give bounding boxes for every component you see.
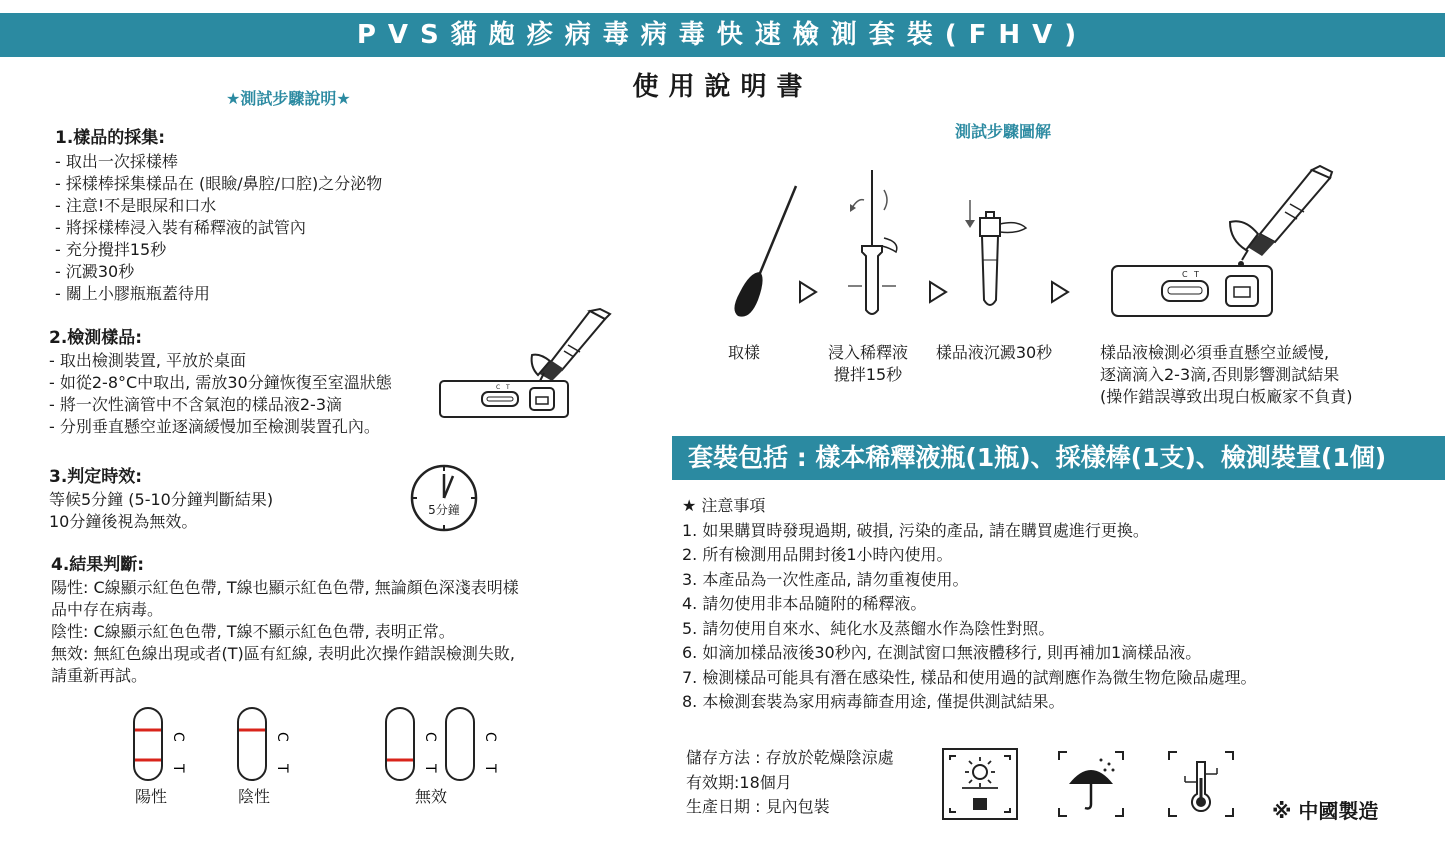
keep-away-from-sunlight-icon <box>942 748 1018 820</box>
strip-outline <box>386 708 414 780</box>
note-item: 6. 如滴加樣品液後30秒內, 在測試窗口無液體移行, 則再補加1滴樣品液。 <box>682 643 1202 662</box>
text-line: - 取出一次採樣棒 <box>55 152 178 171</box>
settling-tube-icon <box>965 200 1026 305</box>
result-strip <box>386 708 438 780</box>
text-line: - 沉澱30秒 <box>55 262 135 281</box>
section-timing <box>49 462 273 533</box>
dropper-device-illustration <box>440 305 615 420</box>
section-sample-collection <box>55 123 382 305</box>
step-caption-sampling: 取樣 <box>727 343 760 362</box>
strip-mark: C <box>274 732 290 742</box>
notes-section <box>682 494 1257 715</box>
timer-icon <box>408 462 480 534</box>
arrow-icon <box>800 282 816 302</box>
diagram-heading: 測試步驟圖解 <box>955 122 1052 141</box>
storage-line: 有效期:18個月 <box>686 772 792 792</box>
text-line: 請重新再試。 <box>51 666 148 685</box>
text-line: - 關上小膠瓶瓶蓋待用 <box>55 284 210 303</box>
text-line: - 如從2-8°C中取出, 需放30分鐘恢復至室溫狀態 <box>49 373 392 392</box>
procedure-diagram <box>700 160 1400 330</box>
strip-outline <box>446 708 474 780</box>
note-item: 4. 請勿使用非本品隨附的稀釋液。 <box>682 594 927 613</box>
text-line: - 取出檢測裝置, 平放於桌面 <box>49 351 247 370</box>
result-strip <box>446 708 498 780</box>
arrow-icon <box>930 282 946 302</box>
device-dropper-icon <box>1112 166 1332 316</box>
text-line: 陰性: C線顯示紅色色帶, T線不顯示紅色色帶, 表明正常。 <box>51 622 455 641</box>
page-title: PVS貓皰疹病毒病毒快速檢測套裝(FHV) <box>356 20 1089 50</box>
text-line: - 充分攪拌15秒 <box>55 240 167 259</box>
step-caption-settle: 樣品液沉澱30秒 <box>935 343 1053 362</box>
strip-outline <box>134 708 162 780</box>
dropper-icon <box>532 309 610 388</box>
text-line: - 分別垂直懸空並逐滴緩慢加至檢測裝置孔內。 <box>49 417 380 436</box>
text-line: - 採樣棒採集樣品在 (眼瞼/鼻腔/口腔)之分泌物 <box>55 174 383 193</box>
stirring-tube-icon <box>848 170 897 314</box>
section-test-sample <box>49 323 392 438</box>
strip-mark: C <box>170 732 186 742</box>
steps-heading: ★測試步驟說明★ <box>226 89 351 108</box>
note-item: 7. 檢測樣品可能具有潛在感染性, 樣品和使用過的試劑應作為微生物危險品處理。 <box>682 667 1257 687</box>
result-label-invalid: 無效 <box>414 787 447 806</box>
swab-icon <box>734 186 796 317</box>
text-line: 10分鐘後視為無效。 <box>49 512 198 531</box>
storage-info <box>686 746 894 820</box>
step-caption-stir: 浸入稀釋液 攪拌15秒 <box>827 343 908 384</box>
device-mark: C <box>1182 270 1188 279</box>
text-line: 陽性: C線顯示紅色色帶, T線也顯示紅色色帶, 無論顏色深淺表明樣 <box>51 578 519 597</box>
text-line: - 將採樣棒浸入裝有稀釋液的試管內 <box>55 218 306 237</box>
note-item: 2. 所有檢測用品開封後1小時內使用。 <box>682 545 953 564</box>
keep-dry-icon <box>1055 748 1127 820</box>
text-line: 等候5分鐘 (5-10分鐘判斷結果) <box>49 490 274 509</box>
note-item: 3. 本產品為一次性產品, 請勿重複使用。 <box>682 569 969 589</box>
text-line: - 將一次性滴管中不含氣泡的樣品液2-3滴 <box>49 395 342 414</box>
arrow-icon <box>1052 282 1068 302</box>
note-item: 1. 如果購買時發現過期, 破損, 污染的產品, 請在購買處進行更換。 <box>682 520 1149 540</box>
result-label-positive: 陽性 <box>134 787 167 806</box>
title-bar <box>0 13 1445 57</box>
step-caption-test: 樣品液檢測必須垂直懸空並緩慢, 逐滴滴入2-3滴,否則影響測試結果 (操作錯誤導致出現白板廠家不負責) <box>1100 343 1353 406</box>
note-item: 8. 本檢測套裝為家用病毒篩查用途, 僅提供測試結果。 <box>682 692 1065 711</box>
strip-mark: T <box>170 764 186 773</box>
test-device-icon <box>440 381 568 417</box>
section-result <box>51 550 519 687</box>
strip-mark: C <box>482 732 498 742</box>
page-subtitle: 使用說明書 <box>632 72 813 102</box>
result-strip <box>134 708 186 780</box>
strip-mark: T <box>482 764 498 773</box>
text-line: 品中存在病毒。 <box>51 600 164 619</box>
strip-outline <box>238 708 266 780</box>
notes-title: ★ 注意事項 <box>682 496 766 515</box>
kit-contents-bar: 套裝包括 : 樣本稀釋液瓶(1瓶)、採樣棒(1支)、檢測裝置(1個) <box>672 436 1445 480</box>
temperature-limit-icon <box>1165 748 1237 820</box>
device-mark: T <box>506 384 510 391</box>
strip-mark: C <box>422 732 438 742</box>
text-line: 無效: 無紅色線出現或者(T)區有紅線, 表明此次操作錯誤檢測失敗, <box>51 644 515 663</box>
result-label-negative: 陰性 <box>237 787 270 806</box>
made-in-label: ※ 中國製造 <box>1272 799 1379 823</box>
storage-line: 生產日期 : 見內包裝 <box>686 797 830 816</box>
text-line: - 注意!不是眼屎和口水 <box>55 196 217 215</box>
section-title: 1.樣品的採集: <box>55 128 166 148</box>
section-title: 4.結果判斷: <box>51 555 145 575</box>
strip-mark: T <box>274 764 290 773</box>
timer-label: 5分鐘 <box>428 503 460 517</box>
section-title: 3.判定時效: <box>49 467 143 487</box>
section-title: 2.檢測樣品: <box>49 328 143 348</box>
device-mark: C <box>496 384 501 391</box>
note-item: 5. 請勿使用自來水、純化水及蒸餾水作為陰性對照。 <box>682 618 1055 638</box>
strip-mark: T <box>422 764 438 773</box>
result-strip <box>238 708 290 780</box>
storage-line: 儲存方法 : 存放於乾燥陰涼處 <box>686 748 894 767</box>
device-mark: T <box>1194 270 1199 279</box>
